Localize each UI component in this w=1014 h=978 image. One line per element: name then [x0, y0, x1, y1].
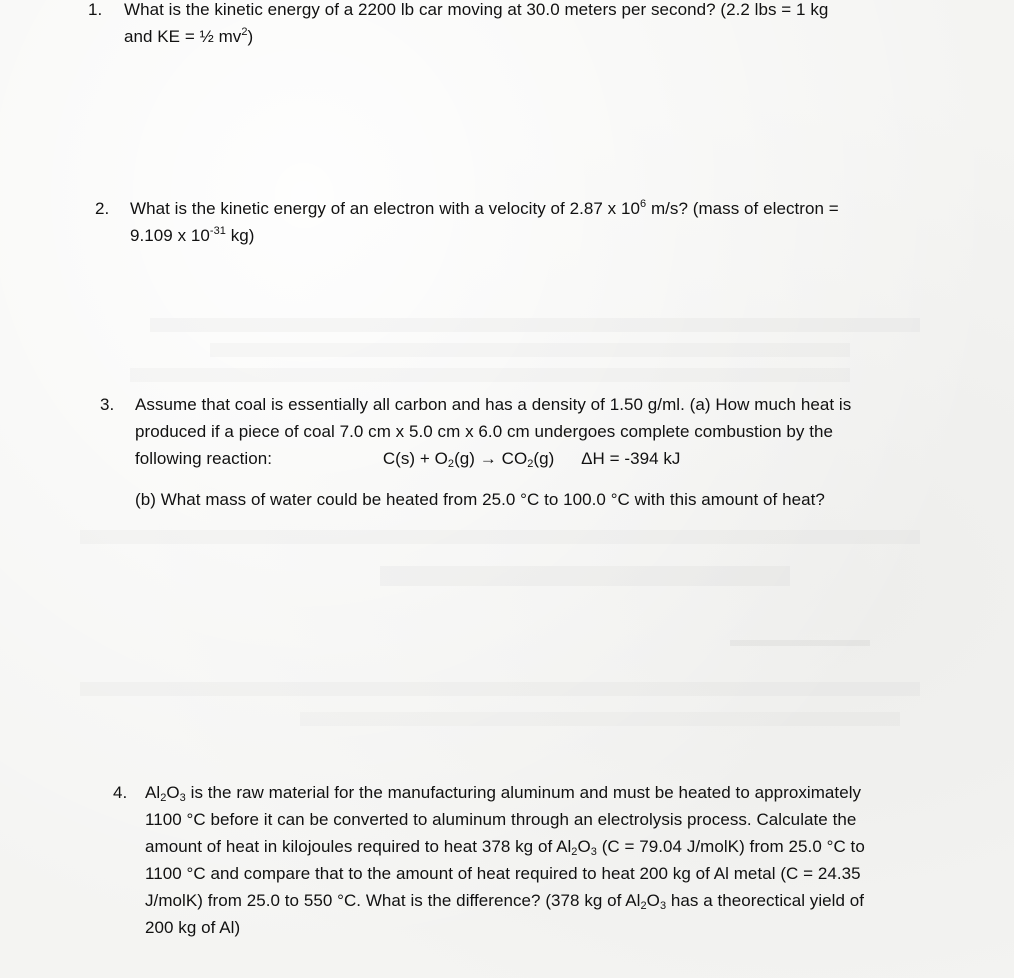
text-fragment: is the raw material for the manufacturing aluminum and must be heated to approximately: [185, 783, 862, 802]
text-fragment: J/molK) from 25.0 to 550 °C. What is the difference? (378 kg of Al: [145, 891, 641, 910]
pencil-mark: [730, 640, 870, 646]
enthalpy-change: ΔH = -394 kJ: [581, 449, 681, 468]
pencil-mark: [380, 566, 790, 586]
subscript: 2: [447, 458, 455, 470]
text-fragment: following reaction:: [135, 449, 273, 468]
question-line: 1100 °C before it can be converted to aluminum through an electrolysis process. Calculate the: [145, 810, 857, 829]
text-fragment: O: [166, 783, 180, 802]
bleed-through-mark: [80, 530, 920, 544]
question-line: [145, 833, 965, 860]
question-number: 2.: [95, 199, 110, 218]
bleed-through-mark: [150, 318, 920, 332]
question-part-b: (b) What mass of water could be heated from 25.0 °C to 100.0 °C with this amount of heat?: [135, 490, 825, 509]
text-fragment: O: [577, 837, 591, 856]
question-line: Assume that coal is essentially all carbon and has a density of 1.50 g/ml. (a) How much heat is: [135, 395, 852, 414]
bleed-through-mark: [130, 368, 850, 382]
question-line: [130, 222, 980, 249]
bleed-through-mark: [300, 712, 900, 726]
superscript: 2: [241, 26, 248, 38]
text-fragment: O: [646, 891, 660, 910]
question-line: 1100 °C and compare that to the amount of heat required to heat 200 kg of Al metal (C = 24.35: [145, 864, 861, 883]
text-fragment: m/s? (mass of electron =: [646, 199, 839, 218]
question-line: [130, 195, 980, 222]
text-fragment: kg): [225, 226, 255, 245]
question-number: 3.: [100, 395, 115, 414]
question-number: 1.: [88, 0, 103, 19]
bleed-through-mark: [80, 682, 920, 696]
question-number: 4.: [113, 783, 128, 802]
question-text: [145, 779, 965, 941]
question-line: produced if a piece of coal 7.0 cm x 5.0 cm x 6.0 cm undergoes complete combustion by the: [135, 422, 834, 441]
subscript: 2: [527, 458, 534, 470]
superscript: 6: [640, 198, 647, 210]
superscript: -31: [209, 225, 226, 237]
question-line: [145, 887, 965, 914]
subscript: 2: [571, 846, 578, 858]
question-line: What is the kinetic energy of a 2200 lb car moving at 30.0 meters per second? (2.2 lbs = 1 kg: [124, 0, 829, 19]
subscript: 3: [179, 792, 186, 804]
question-line: 200 kg of Al): [145, 918, 241, 937]
question-text: [135, 391, 975, 513]
text-fragment: amount of heat in kilojoules required to heat 378 kg of Al: [145, 837, 572, 856]
subscript: 3: [590, 846, 597, 858]
question-text: [130, 195, 980, 249]
subscript: 3: [659, 900, 667, 912]
bleed-through-mark: [210, 343, 850, 357]
question-line: [135, 445, 975, 472]
text-fragment: ): [247, 27, 254, 46]
text-fragment: (g): [533, 449, 555, 468]
text-fragment: 9.109 x 10: [130, 226, 210, 245]
question-line: [145, 779, 965, 806]
subscript: 2: [640, 900, 647, 912]
text-fragment: (C = 79.04 J/molK) from 25.0 °C to: [596, 837, 865, 856]
text-fragment: (g) → CO: [454, 449, 528, 468]
text-fragment: and KE = ½ mv: [124, 27, 242, 46]
reaction-equation: [383, 445, 555, 472]
question-line: [124, 23, 974, 50]
text-fragment: Al: [145, 783, 161, 802]
question-text: [124, 0, 974, 50]
text-fragment: C(s) + O: [382, 449, 448, 468]
text-fragment: has a theorectical yield of: [666, 891, 865, 910]
subscript: 2: [160, 792, 167, 804]
text-fragment: What is the kinetic energy of an electron with a velocity of 2.87 x 10: [130, 199, 640, 218]
